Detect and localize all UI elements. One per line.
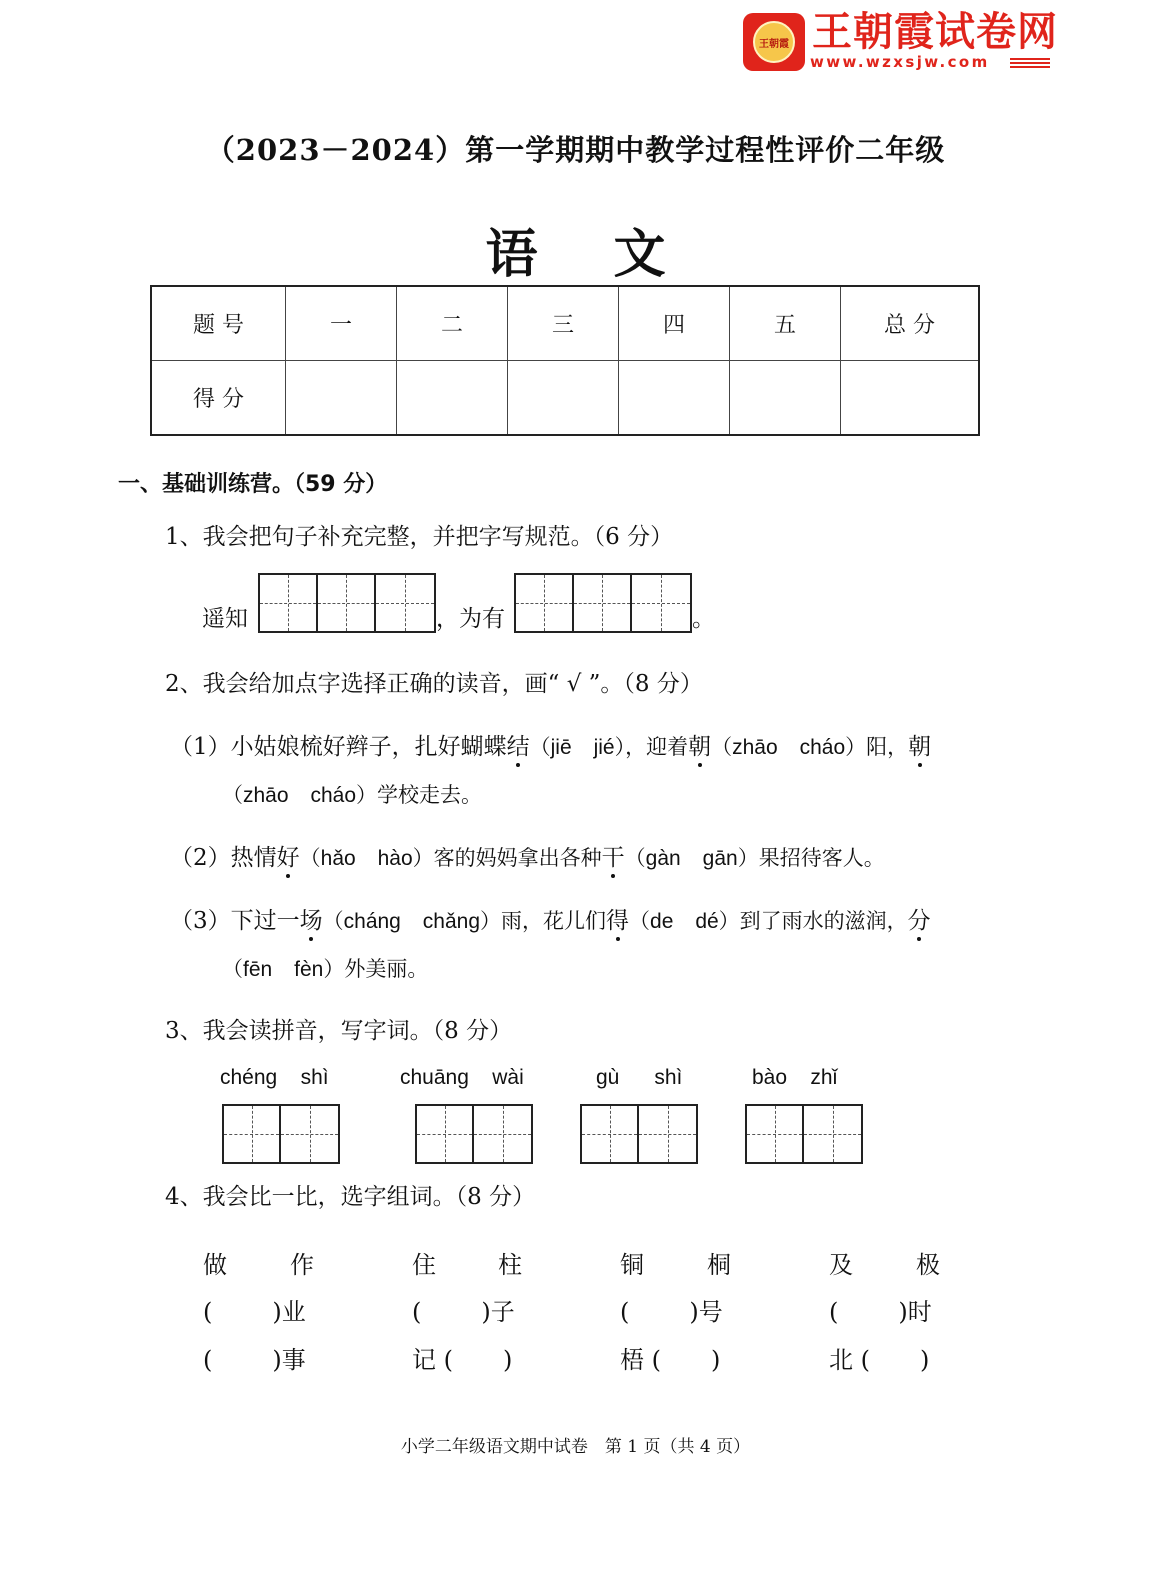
q4-blank-open: ( (412, 1298, 422, 1326)
writing-cell[interactable] (318, 575, 376, 631)
q4-choice-char: 及 (829, 1251, 853, 1279)
score-row-label: 得 分 (151, 361, 286, 436)
pinyin-option[interactable]: cháo）学校走去。 (310, 784, 483, 807)
score-cell[interactable] (619, 361, 730, 436)
pinyin-option[interactable]: （gàn (624, 847, 681, 870)
q2-text: （3）下过一 (170, 908, 300, 934)
q1-writing-grid-1[interactable] (258, 573, 436, 633)
logo-badge-text: 王朝霞 (759, 39, 789, 50)
q4-blank-close: )事 (272, 1346, 306, 1374)
pinyin-syllable: chuāng (400, 1066, 469, 1089)
q4-blank[interactable] (203, 1340, 306, 1375)
subject-char-1: 语 (485, 224, 538, 285)
score-header-cell: 题 号 (151, 286, 286, 361)
q4-blank-open: ( (829, 1298, 839, 1326)
pinyin-syllable: shì (300, 1066, 329, 1089)
q4-blank-close: )时 (898, 1298, 932, 1326)
q3-pinyin (596, 1066, 682, 1090)
pinyin-option[interactable]: （jiē (529, 736, 572, 759)
q4-choice-char: 做 (203, 1251, 227, 1279)
dotted-char: 干 (601, 845, 625, 871)
q3-pinyin (400, 1066, 524, 1090)
q1-end: 。 (692, 606, 715, 632)
q2-line-3b (222, 954, 428, 985)
q4-blank[interactable] (412, 1340, 512, 1375)
pinyin-option[interactable]: fèn）外美丽。 (294, 958, 429, 981)
q4-blank[interactable] (203, 1292, 306, 1327)
writing-cell[interactable] (804, 1106, 861, 1162)
writing-cell[interactable] (260, 575, 318, 631)
pinyin-syllable: chéng (220, 1066, 278, 1089)
pinyin-option[interactable]: （cháng (322, 910, 401, 933)
pinyin-syllable: bào (752, 1066, 788, 1089)
q3-writing-grid[interactable] (580, 1104, 698, 1164)
pinyin-option[interactable]: （de (629, 910, 674, 933)
score-table-header-row (151, 286, 979, 361)
dotted-char: 结 (506, 734, 530, 760)
q2-line-1b (222, 780, 482, 811)
q2-title: 2、我会给加点字选择正确的读音，画“ √ ”。（8 分） (165, 671, 703, 697)
pinyin-syllable: shì (654, 1066, 683, 1089)
score-table (150, 285, 980, 436)
pinyin-syllable: zhǐ (810, 1066, 838, 1089)
score-header-cell: 二 (397, 286, 508, 361)
score-cell[interactable] (397, 361, 508, 436)
score-header-cell: 四 (619, 286, 730, 361)
page-footer: 小学二年级语文期中试卷 第 1 页（共 4 页） (400, 1437, 751, 1457)
q4-blank[interactable] (829, 1292, 932, 1327)
writing-cell[interactable] (281, 1106, 338, 1162)
logo-emblem (753, 21, 795, 63)
subject-title (0, 212, 1151, 287)
pinyin-option[interactable]: chǎng）雨，花儿们 (422, 910, 607, 933)
pinyin-option[interactable]: cháo）阳， (799, 736, 909, 759)
exam-title: （2023－2024）第一学期期中教学过程性评价二年级 (205, 133, 946, 167)
score-header-cell: 一 (286, 286, 397, 361)
dotted-char: 场 (299, 908, 323, 934)
q4-choice-char: 铜 (620, 1251, 644, 1279)
q4-blank[interactable] (620, 1292, 723, 1327)
writing-cell[interactable] (632, 575, 690, 631)
score-cell[interactable] (508, 361, 619, 436)
q4-blank-close: ) (920, 1346, 930, 1374)
writing-cell[interactable] (516, 575, 574, 631)
pinyin-option[interactable]: （zhāo (711, 736, 778, 759)
score-header-cell: 总 分 (841, 286, 980, 361)
q4-choice-char: 作 (290, 1251, 314, 1279)
q3-title: 3、我会读拼音，写字词。（8 分） (165, 1018, 513, 1044)
pinyin-option[interactable]: dé）到了雨水的滋润， (695, 910, 908, 933)
writing-cell[interactable] (417, 1106, 474, 1162)
section-heading: 一、基础训练营。（59 分） (118, 472, 388, 497)
q4-blank-close: ) (711, 1346, 721, 1374)
q1-title: 1、我会把句子补充完整，并把字写规范。（6 分） (165, 524, 674, 550)
q4-blank-close: )号 (689, 1298, 723, 1326)
score-cell[interactable] (286, 361, 397, 436)
pinyin-syllable: wài (492, 1066, 524, 1089)
q2-line-2 (170, 843, 885, 874)
q4-blank-open: 梧 ( (620, 1346, 661, 1374)
q4-blank-open: ( (203, 1346, 213, 1374)
q4-blank-open: 记 ( (412, 1346, 453, 1374)
pinyin-option[interactable]: hào）客的妈妈拿出各种 (377, 847, 602, 870)
q2-text: （2）热情 (170, 845, 277, 871)
dotted-char: 分 (907, 908, 931, 934)
writing-cell[interactable] (639, 1106, 696, 1162)
q4-choice-char: 住 (412, 1251, 436, 1279)
pinyin-option[interactable]: gān）果招待客人。 (702, 847, 885, 870)
q4-blank-close: )子 (481, 1298, 515, 1326)
logo-decoration (1010, 58, 1050, 68)
q4-blank-open: 北 ( (829, 1346, 870, 1374)
logo-url: www.wzxsjw.com (810, 53, 990, 71)
score-table-score-row (151, 361, 979, 436)
q4-blank-open: ( (203, 1298, 213, 1326)
writing-cell[interactable] (574, 575, 632, 631)
logo-title: 王朝霞试卷网 (812, 9, 1058, 55)
q4-blank-open: ( (620, 1298, 630, 1326)
q3-writing-grid[interactable] (415, 1104, 533, 1164)
q4-blank[interactable] (620, 1340, 720, 1375)
q4-blank-close: ) (503, 1346, 513, 1374)
q4-choice-char: 桐 (707, 1251, 731, 1279)
score-header-cell: 五 (730, 286, 841, 361)
writing-cell[interactable] (224, 1106, 281, 1162)
q1-mid: ，为有 (436, 606, 505, 632)
pinyin-option[interactable]: （fēn (222, 958, 273, 981)
q3-pinyin (220, 1066, 329, 1090)
q1-prefix: 遥知 (202, 606, 248, 632)
logo-badge (743, 13, 805, 71)
pinyin-option[interactable]: （hǎo (299, 847, 356, 870)
score-cell[interactable] (841, 361, 980, 436)
writing-cell[interactable] (582, 1106, 639, 1162)
q3-writing-grid[interactable] (222, 1104, 340, 1164)
q4-blank[interactable] (829, 1340, 929, 1375)
dotted-char: 朝 (908, 734, 932, 760)
q3-writing-grid[interactable] (745, 1104, 863, 1164)
q4-choice-char: 极 (916, 1251, 940, 1279)
writing-cell[interactable] (747, 1106, 804, 1162)
q3-pinyin (752, 1066, 837, 1090)
q4-choice-char: 柱 (498, 1251, 522, 1279)
score-cell[interactable] (730, 361, 841, 436)
q2-line-3 (170, 906, 931, 937)
dotted-char: 得 (606, 908, 630, 934)
dotted-char: 朝 (688, 734, 712, 760)
q4-blank[interactable] (412, 1292, 515, 1327)
q2-text: （1）小姑娘梳好辫子，扎好蝴蝶 (170, 734, 507, 760)
writing-cell[interactable] (474, 1106, 531, 1162)
q1-writing-grid-2[interactable] (514, 573, 692, 633)
score-header-cell: 三 (508, 286, 619, 361)
q2-line-1 (170, 732, 931, 763)
writing-cell[interactable] (376, 575, 434, 631)
q4-title: 4、我会比一比，选字组词。（8 分） (165, 1184, 536, 1210)
q4-blank-close: )业 (272, 1298, 306, 1326)
dotted-char: 好 (276, 845, 300, 871)
pinyin-syllable: gù (596, 1066, 620, 1089)
pinyin-option[interactable]: jié），迎着 (593, 736, 689, 759)
subject-char-2: 文 (613, 224, 666, 285)
pinyin-option[interactable]: （zhāo (222, 784, 289, 807)
